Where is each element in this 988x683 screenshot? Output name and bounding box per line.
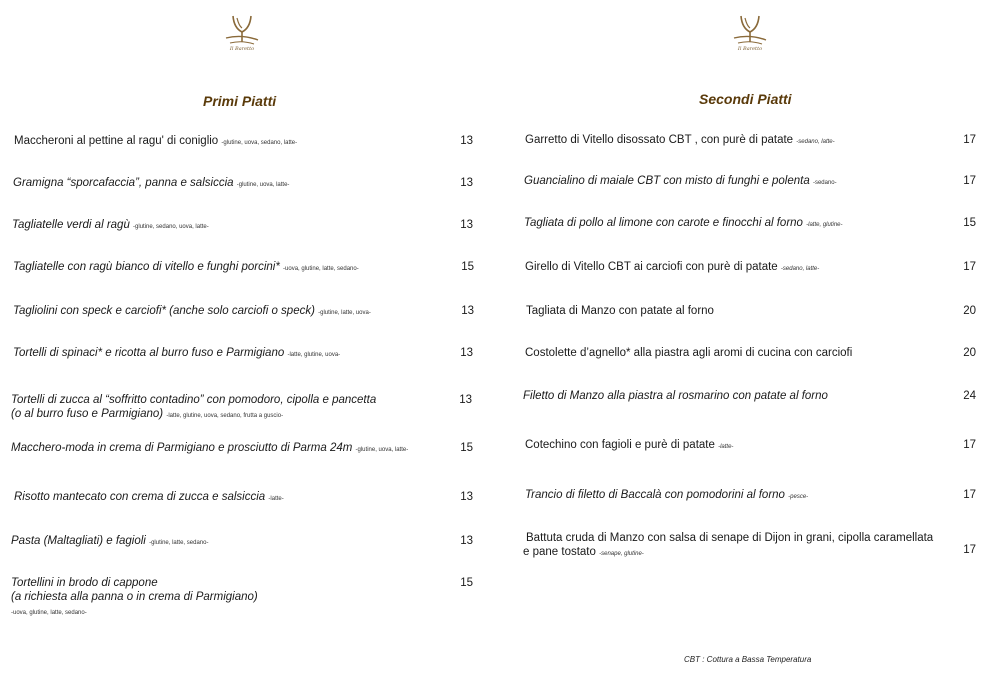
logo-text: Il Baretto — [737, 46, 763, 52]
dish-name: Girello di Vitello CBT ai carciofi con purè di patate — [525, 261, 778, 273]
dish-price: 15 — [460, 577, 473, 589]
menu-item — [13, 346, 340, 362]
restaurant-logo-right — [730, 14, 770, 52]
dish-name: Tagliolini con speck e carciofi* (anche solo carciofi o speck) — [13, 305, 315, 317]
dish-name: Tortelli di zucca al “soffritto contadino” con pomodoro, cipolla e pancetta — [11, 394, 377, 406]
allergens: -sedano- — [812, 180, 837, 186]
dish-name: Macchero-moda in crema di Parmigiano e prosciutto di Parma 24m — [11, 442, 353, 454]
dish-name: Tortelli di spinaci* e ricotta al burro fuso e Parmigiano — [13, 347, 285, 359]
menu-item — [526, 304, 714, 318]
allergens: -glutine, uova, latte- — [236, 182, 290, 188]
restaurant-logo-left — [222, 14, 262, 52]
dish-price: 13 — [460, 535, 473, 547]
dish-price: 17 — [963, 544, 976, 556]
wine-glass-logo-icon — [222, 14, 262, 46]
menu-item — [13, 176, 289, 192]
menu-item — [525, 133, 835, 149]
dish-price: 13 — [460, 177, 473, 189]
dish-name: Costolette d’agnello* alla piastra agli aromi di cucina con carciofi — [525, 347, 853, 359]
allergens: -pesce- — [788, 494, 809, 500]
dish-name: Filetto di Manzo alla piastra al rosmarino con patate al forno — [523, 390, 828, 402]
dish-name: Maccheroni al pettine al ragu' di coniglio — [14, 135, 219, 147]
allergens: -glutine, uova, latte- — [355, 447, 409, 453]
dish-price: 13 — [459, 394, 472, 406]
menu-item — [525, 438, 733, 454]
dish-name: Garretto di Vitello disossato CBT , con purè di patate — [525, 134, 794, 146]
menu-item — [524, 216, 843, 232]
allergens: -glutine, uova, sedano, latte- — [221, 140, 298, 146]
dish-price: 20 — [963, 347, 976, 359]
dish-name: Tagliata di Manzo con patate al forno — [526, 305, 714, 317]
dish-name: Risotto mantecato con crema di zucca e salsiccia — [14, 491, 266, 503]
dish-price: 17 — [963, 489, 976, 501]
dish-name: Trancio di filetto di Baccalà con pomodorini al forno — [525, 489, 785, 501]
menu-item — [11, 441, 408, 457]
dish-name: Battuta cruda di Manzo con salsa di senape di Dijon in grani, cipolla caramellata — [526, 532, 934, 544]
wine-glass-logo-icon — [730, 14, 770, 46]
dish-name: Tortellini in brodo di cappone — [11, 577, 158, 589]
dish-name: Cotechino con fagioli e purè di patate — [525, 439, 715, 451]
dish-name-continued: (o al burro fuso e Parmigiano) — [11, 408, 164, 420]
footnote: CBT : Cottura a Bassa Temperatura — [684, 655, 812, 664]
allergens: -sedano, latte- — [780, 266, 820, 272]
menu-item — [12, 218, 209, 234]
allergens: -sedano, latte- — [796, 139, 835, 145]
allergens: -uova, glutine, latte, sedano- — [283, 266, 359, 272]
dish-price: 17 — [963, 439, 976, 451]
dish-price: 13 — [460, 219, 473, 231]
allergens: -latte- — [718, 444, 734, 450]
menu-item — [525, 488, 808, 504]
menu-item — [11, 576, 258, 620]
dish-price: 15 — [963, 217, 976, 229]
dish-price: 13 — [460, 491, 473, 503]
allergens: -latte, glutine, uova, sedano, frutta a guscio- — [166, 413, 284, 419]
menu-item — [13, 304, 371, 320]
dish-price: 15 — [461, 261, 474, 273]
dish-name: Gramigna “sporcafaccia”, panna e salsiccia — [13, 177, 234, 189]
menu-item — [525, 260, 819, 276]
dish-price: 17 — [963, 134, 976, 146]
menu-item — [11, 393, 376, 423]
dish-price: 13 — [460, 347, 473, 359]
allergens: -latte, glutine, uova- — [287, 352, 341, 358]
allergens: -uova, glutine, latte, sedano- — [11, 610, 87, 616]
menu-item — [524, 174, 837, 190]
primi-title: Primi Piatti — [203, 93, 277, 109]
dish-name: Tagliatelle verdi al ragù — [12, 219, 130, 231]
allergens: -glutine, latte, sedano- — [149, 540, 209, 546]
dish-price: 15 — [460, 442, 473, 454]
dish-name: Pasta (Maltagliati) e fagioli — [11, 535, 146, 547]
menu-item — [14, 490, 284, 506]
menu-item — [525, 346, 852, 360]
menu-item — [523, 389, 828, 403]
allergens: -latte, glutine- — [806, 222, 843, 228]
menu-item — [14, 134, 297, 150]
menu-item — [13, 260, 359, 276]
dish-price: 17 — [963, 261, 976, 273]
dish-price: 24 — [963, 390, 976, 402]
dish-price: 13 — [461, 305, 474, 317]
menu-item — [523, 531, 933, 561]
dish-price: 20 — [963, 305, 976, 317]
logo-text: Il Baretto — [229, 46, 255, 52]
dish-name: Tagliata di pollo al limone con carote e finocchi al forno — [524, 217, 803, 229]
dish-name-continued: (a richiesta alla panna o in crema di Parmigiano) — [11, 591, 258, 603]
dish-name-continued: e pane tostato — [523, 546, 596, 558]
dish-price: 13 — [460, 135, 473, 147]
dish-price: 17 — [963, 175, 976, 187]
allergens: -glutine, sedano, uova, latte- — [133, 224, 209, 230]
dish-name: Tagliatelle con ragù bianco di vitello e funghi porcini* — [13, 261, 280, 273]
dish-name: Guancialino di maiale CBT con misto di funghi e polenta — [524, 175, 810, 187]
secondi-title: Secondi Piatti — [699, 91, 792, 107]
allergens: -senape, glutine- — [599, 551, 644, 557]
menu-item — [11, 534, 208, 550]
allergens: -latte- — [268, 496, 284, 502]
allergens: -glutine, latte, uova- — [318, 310, 371, 316]
